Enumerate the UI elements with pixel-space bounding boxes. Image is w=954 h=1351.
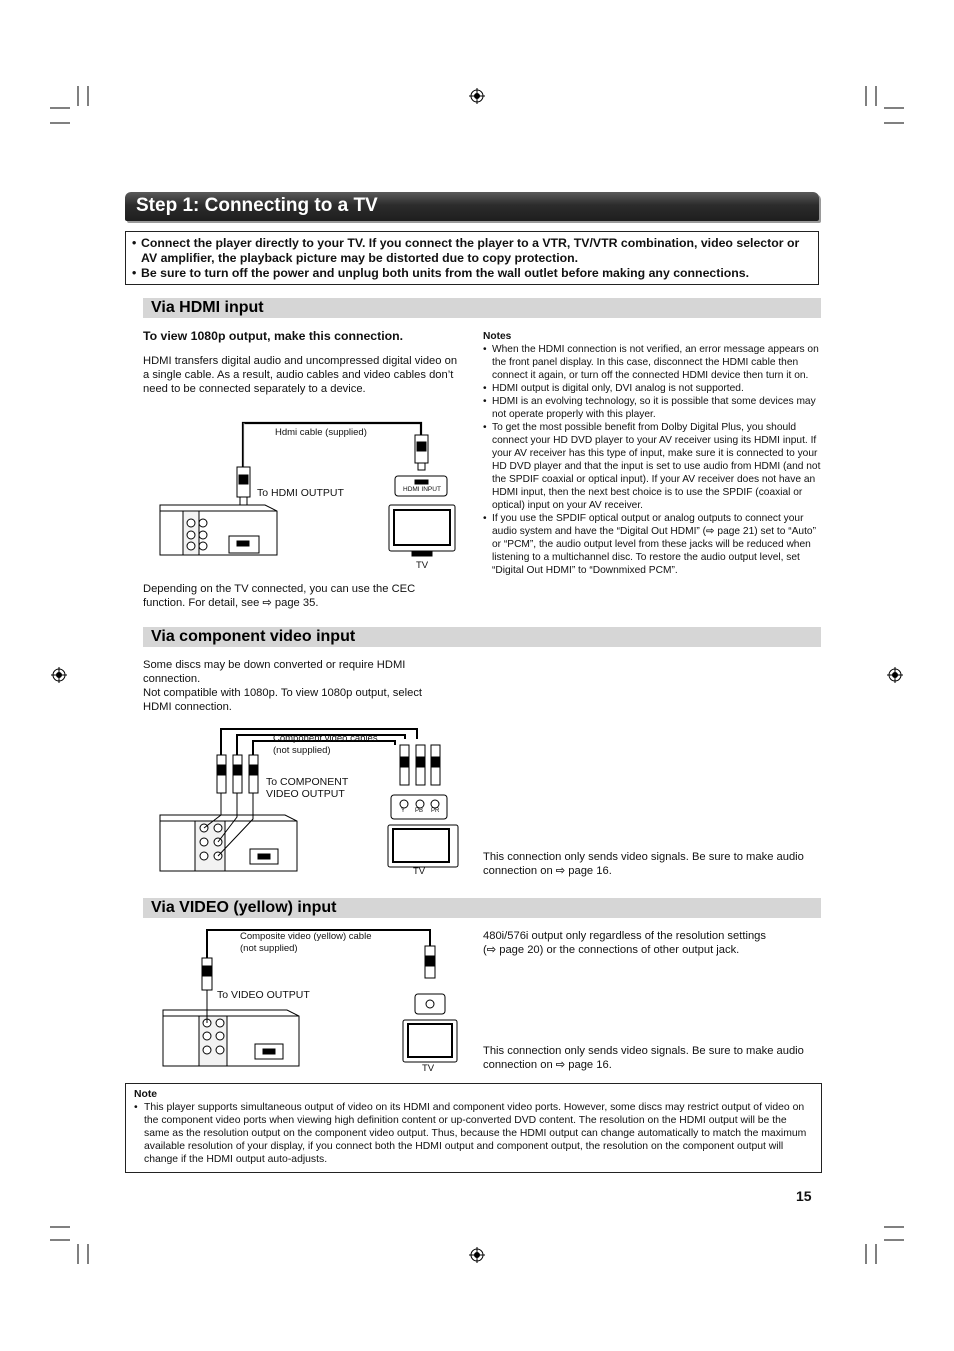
tv-video-jack [415, 994, 445, 1014]
jack-label-pr: PR [431, 808, 440, 814]
paren-open: ( [483, 944, 487, 956]
side-text-before: This connection only sends video signals. Be sure to make audio connection on [483, 1045, 804, 1071]
section-title: Via HDMI input [151, 299, 264, 316]
tv-icon [403, 1020, 457, 1062]
notes-heading: Notes [483, 331, 512, 342]
page-number: 15 [796, 1188, 812, 1204]
warning-item: • Connect the player directly to your TV. If you connect the player to a VTR, TV/VTR combination, video selector or AV amplifier, the playback picture may be distorted due to copy protection. [132, 236, 812, 266]
registration-mark-icon [469, 88, 485, 104]
crop-marks-top-right [866, 86, 904, 123]
video-side-text [483, 1044, 823, 1072]
side-text-before: This connection only sends video signals. Be sure to make audio connection on [483, 851, 804, 877]
jack-label-y: Y [401, 808, 406, 814]
page-link[interactable]: page 20) or the connections of other output jack. [499, 944, 740, 956]
component-intro [143, 658, 443, 714]
hdmi-cec-text [143, 582, 443, 610]
output-label-line: VIDEO OUTPUT [266, 788, 345, 800]
section-heading-component [143, 627, 821, 647]
video-output-label: To VIDEO OUTPUT [217, 989, 310, 1001]
page-reference-arrow-icon: ⇨ [555, 1059, 566, 1071]
registration-mark-icon [469, 1247, 485, 1263]
resolution-line: 480i/576i output only regardless of the resolution settings [483, 930, 766, 942]
component-output-label [266, 776, 348, 800]
note-item: • HDMI is an evolving technology, so it is possible that some devices may not operate properly with this player. [483, 395, 823, 421]
video-resolution-text [483, 929, 823, 957]
page-link[interactable]: page 16. [568, 865, 612, 877]
note-5-text-after: page 21) set to “Auto” or “PCM”, the audio output level from these jacks will be reduced when listening to a multichannel disc. To restore the audio output level, set “Digital Out HDMI” to “Downmixed PCM”. [492, 526, 816, 576]
page-title-bar [125, 192, 819, 221]
tv-label: TV [416, 560, 429, 571]
tv-icon [389, 505, 455, 556]
page-reference-arrow-icon: ⇨ [262, 597, 272, 609]
crop-marks-bottom-right [866, 1227, 904, 1264]
note-box [125, 1083, 822, 1173]
note-heading: Note [134, 1089, 158, 1100]
output-label-line: To COMPONENT [266, 776, 349, 788]
hdmi-intro: HDMI transfers digital audio and uncompressed digital video on a single cable. As a result, audio cables and video cables don’t need to be connected separately to a device. [143, 355, 458, 395]
tv-icon [388, 825, 458, 867]
jack-label-pb: PB [415, 808, 424, 814]
page-reference-arrow-icon: ⇨ [486, 944, 497, 956]
tv-hdmi-input-label: HDMI INPUT [403, 486, 441, 493]
note-item [483, 512, 823, 577]
page-title: Step 1: Connecting to a TV [136, 195, 378, 216]
tv-component-jacks [391, 795, 447, 819]
tv-label: TV [413, 866, 426, 877]
resolution-line [483, 943, 823, 957]
note-item: • When the HDMI connection is not verified, an error message appears on the front panel display. In this case, disconnect the HDMI cable then connect it again, or turn off the connected HDMI device then turn it on. [483, 343, 823, 382]
page-link[interactable]: page 16. [568, 1059, 612, 1071]
registration-mark-icon [51, 667, 67, 683]
player-rear-panel [163, 1010, 299, 1066]
section-heading-video [143, 898, 821, 918]
section-heading-hdmi [143, 298, 821, 318]
tv-label: TV [422, 1063, 435, 1074]
component-cable-label [273, 733, 378, 757]
page-reference-arrow-icon: ⇨ [706, 526, 715, 537]
player-rear-panel [160, 505, 277, 555]
crop-marks-top-left [50, 86, 88, 123]
warning-box [125, 231, 819, 285]
component-intro-line: Not compatible with 1080p. To view 1080p output, select HDMI connection. [143, 687, 423, 713]
composite-cable-label [240, 931, 371, 955]
hdmi-lead: To view 1080p output, make this connection. [143, 329, 404, 343]
section-title: Via component video input [151, 628, 356, 645]
note-5-text-before: If you use the SPDIF optical output or analog outputs to connect your audio system and have the “Digital Out HDMI” ( [492, 513, 804, 537]
note-text: • This player supports simultaneous output of video on its HDMI and component video ports. However, some discs may restrict output of video on the component video ports when viewing high definition content or up-converted DVD content. The resolution on the HDMI output will be the same as the resolution output on the component video output. Thus, because the HDMI output can change automatically to match the maximum available resolution of your display, if you connect both the HDMI output and component output, the resolution on the component output will change if the HDMI output auto-adjusts. [134, 1101, 813, 1166]
note-item: • To get the most possible benefit from Dolby Digital Plus, you should connect your HD DVD player to your AV receiver using its HDMI input. If your AV receiver has this type of input, make sure it is connected to your HD DVD player and that the input is set to use audio from HDMI (and not the SPDIF coaxial or optical input). If your AV receiver does not have an HDMI input, then the next best choice is to use the SPDIF (coaxial or optical) input on your AV receiver. [483, 421, 823, 512]
rca-plug-right [425, 946, 435, 978]
hdmi-cable-label: Hdmi cable (supplied) [275, 427, 367, 438]
cable-label-line: Component video cables [273, 733, 378, 744]
cable-label-line: Composite video (yellow) cable [240, 931, 372, 942]
cec-text-before: Depending on the TV connected, you can use the CEC function. For detail, see [143, 583, 416, 609]
registration-mark-icon [887, 667, 903, 683]
rca-plugs-right [400, 745, 440, 785]
component-side-text [483, 850, 823, 878]
player-rear-panel [160, 815, 297, 871]
rca-plugs-left [217, 755, 258, 793]
note-item: • HDMI output is digital only, DVI analog is not supported. [483, 382, 823, 395]
component-intro-line: Some discs may be down converted or require HDMI connection. [143, 659, 406, 685]
hdmi-output-label: To HDMI OUTPUT [257, 487, 344, 499]
cable-label-line: (not supplied) [273, 745, 331, 756]
page-reference-arrow-icon: ⇨ [555, 865, 566, 877]
warning-item: • Be sure to turn off the power and unplug both units from the wall outlet before making any connections. [132, 266, 812, 281]
rca-plug-left [202, 958, 212, 990]
cable-label-line: (not supplied) [240, 943, 298, 954]
hdmi-plug-right [415, 435, 428, 470]
cec-page-link[interactable]: page 35. [274, 597, 319, 609]
hdmi-notes [483, 330, 823, 577]
crop-marks-bottom-left [50, 1227, 88, 1264]
section-title: Via VIDEO (yellow) input [151, 899, 337, 916]
hdmi-plug-left [237, 467, 250, 505]
